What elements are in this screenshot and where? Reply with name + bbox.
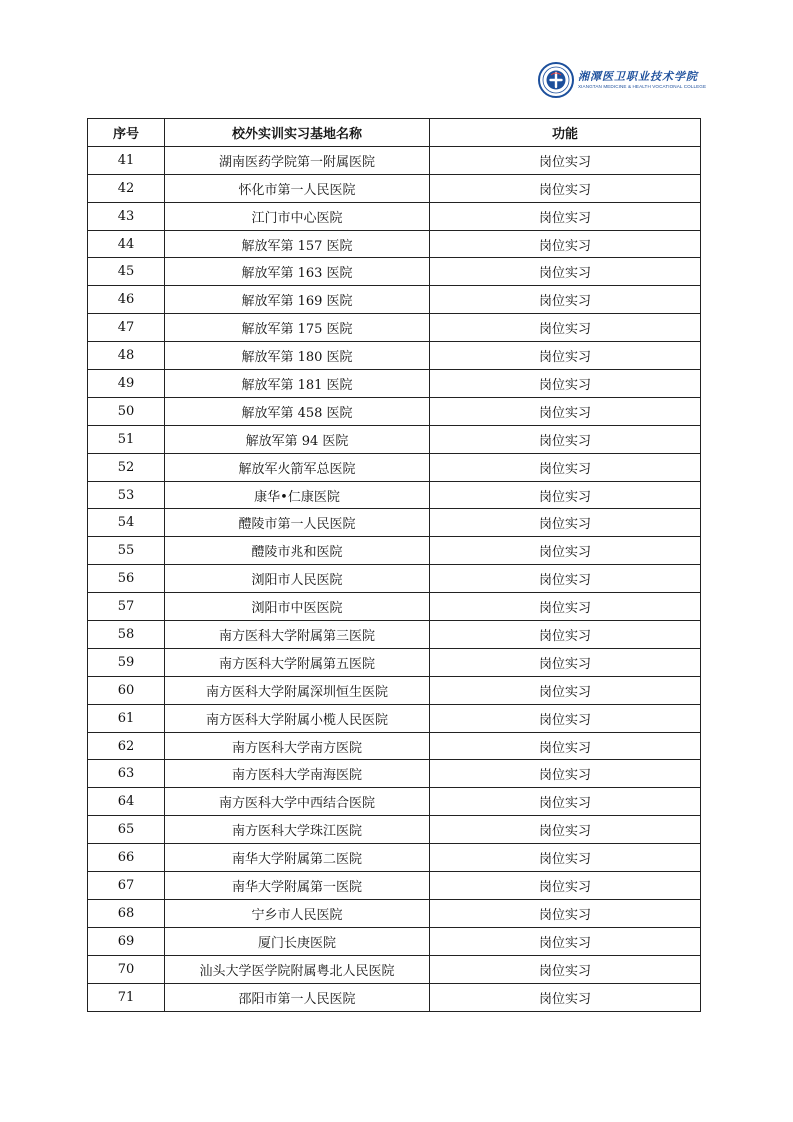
- cell-number: 71: [88, 983, 165, 1011]
- table-row: [88, 509, 701, 537]
- table-row: [88, 593, 701, 621]
- table-row: [88, 955, 701, 983]
- cell-number: 47: [88, 314, 165, 342]
- cell-function: 岗位实习: [430, 844, 701, 872]
- cell-function: 岗位实习: [430, 955, 701, 983]
- table-body: [88, 146, 701, 1011]
- cell-number: 58: [88, 621, 165, 649]
- table-row: [88, 844, 701, 872]
- cell-function: 岗位实习: [430, 258, 701, 286]
- table-row: [88, 704, 701, 732]
- cell-base-name: 怀化市第一人民医院: [165, 174, 430, 202]
- cell-base-name: 解放军火箭军总医院: [165, 453, 430, 481]
- table-row: [88, 258, 701, 286]
- table-row: [88, 872, 701, 900]
- cell-base-name: 浏阳市中医医院: [165, 593, 430, 621]
- cell-function: 岗位实习: [430, 370, 701, 398]
- cell-base-name: 南方医科大学珠江医院: [165, 816, 430, 844]
- cell-function: 岗位实习: [430, 732, 701, 760]
- table-header-row: [88, 119, 701, 147]
- cell-number: 70: [88, 955, 165, 983]
- cell-function: 岗位实习: [430, 621, 701, 649]
- table-row: [88, 314, 701, 342]
- cell-base-name: 解放军第 180 医院: [165, 342, 430, 370]
- cell-function: 岗位实习: [430, 983, 701, 1011]
- cell-base-name: 醴陵市第一人民医院: [165, 509, 430, 537]
- cell-number: 44: [88, 230, 165, 258]
- table-row: [88, 983, 701, 1011]
- cell-number: 50: [88, 397, 165, 425]
- table-row: [88, 648, 701, 676]
- cell-base-name: 解放军第 157 医院: [165, 230, 430, 258]
- college-name-cn: 湘潭医卫职业技术学院: [578, 69, 698, 83]
- cell-function: 岗位实习: [430, 676, 701, 704]
- cell-number: 63: [88, 760, 165, 788]
- cell-number: 56: [88, 565, 165, 593]
- cell-number: 69: [88, 927, 165, 955]
- cell-number: 51: [88, 425, 165, 453]
- cell-number: 46: [88, 286, 165, 314]
- cell-base-name: 南华大学附属第二医院: [165, 844, 430, 872]
- cell-number: 49: [88, 370, 165, 398]
- cell-function: 岗位实习: [430, 453, 701, 481]
- cell-function: 岗位实习: [430, 816, 701, 844]
- cell-base-name: 南华大学附属第一医院: [165, 872, 430, 900]
- cell-base-name: 解放军第 169 医院: [165, 286, 430, 314]
- table-row: [88, 425, 701, 453]
- table-row: [88, 370, 701, 398]
- cell-number: 67: [88, 872, 165, 900]
- cell-number: 59: [88, 648, 165, 676]
- cell-function: 岗位实习: [430, 146, 701, 174]
- cell-base-name: 浏阳市人民医院: [165, 565, 430, 593]
- column-header-number: 序号: [88, 119, 165, 147]
- cell-base-name: 解放军第 94 医院: [165, 425, 430, 453]
- cell-function: 岗位实习: [430, 202, 701, 230]
- cell-base-name: 解放军第 175 医院: [165, 314, 430, 342]
- cell-number: 42: [88, 174, 165, 202]
- table-row: [88, 732, 701, 760]
- cell-number: 45: [88, 258, 165, 286]
- cell-number: 68: [88, 899, 165, 927]
- table-row: [88, 453, 701, 481]
- table-row: [88, 537, 701, 565]
- cell-base-name: 醴陵市兆和医院: [165, 537, 430, 565]
- college-emblem-icon: [538, 62, 574, 98]
- cell-base-name: 南方医科大学南方医院: [165, 732, 430, 760]
- cell-number: 60: [88, 676, 165, 704]
- cell-base-name: 解放军第 163 医院: [165, 258, 430, 286]
- training-base-table: [87, 118, 701, 1012]
- cell-function: 岗位实习: [430, 481, 701, 509]
- cell-base-name: 邵阳市第一人民医院: [165, 983, 430, 1011]
- college-name-en: XIANGTAN MEDICINE & HEALTH VOCATIONAL COLLEGE: [578, 83, 707, 89]
- cell-number: 43: [88, 202, 165, 230]
- table-row: [88, 676, 701, 704]
- table-row: [88, 899, 701, 927]
- cell-function: 岗位实习: [430, 760, 701, 788]
- table-row: [88, 174, 701, 202]
- table-row: [88, 565, 701, 593]
- cell-number: 64: [88, 788, 165, 816]
- table-row: [88, 816, 701, 844]
- cell-base-name: 南方医科大学南海医院: [165, 760, 430, 788]
- table-row: [88, 397, 701, 425]
- cell-number: 61: [88, 704, 165, 732]
- table-row: [88, 230, 701, 258]
- cell-number: 41: [88, 146, 165, 174]
- cell-base-name: 宁乡市人民医院: [165, 899, 430, 927]
- cell-function: 岗位实习: [430, 314, 701, 342]
- table-row: [88, 927, 701, 955]
- cell-function: 岗位实习: [430, 342, 701, 370]
- cell-number: 54: [88, 509, 165, 537]
- cell-function: 岗位实习: [430, 593, 701, 621]
- cell-function: 岗位实习: [430, 565, 701, 593]
- cell-number: 65: [88, 816, 165, 844]
- cell-number: 52: [88, 453, 165, 481]
- cell-number: 62: [88, 732, 165, 760]
- cell-function: 岗位实习: [430, 174, 701, 202]
- cell-number: 55: [88, 537, 165, 565]
- cell-base-name: 厦门长庚医院: [165, 927, 430, 955]
- table-row: [88, 286, 701, 314]
- cell-base-name: 南方医科大学附属深圳恒生医院: [165, 676, 430, 704]
- cell-number: 48: [88, 342, 165, 370]
- cell-base-name: 南方医科大学附属小榄人民医院: [165, 704, 430, 732]
- cell-function: 岗位实习: [430, 537, 701, 565]
- table-row: [88, 146, 701, 174]
- cell-base-name: 解放军第 181 医院: [165, 370, 430, 398]
- cell-function: 岗位实习: [430, 648, 701, 676]
- cell-function: 岗位实习: [430, 286, 701, 314]
- column-header-function: 功能: [430, 119, 701, 147]
- cell-function: 岗位实习: [430, 704, 701, 732]
- table-row: [88, 760, 701, 788]
- cell-base-name: 康华•仁康医院: [165, 481, 430, 509]
- cell-base-name: 解放军第 458 医院: [165, 397, 430, 425]
- column-header-base-name: 校外实训实习基地名称: [165, 119, 430, 147]
- cell-base-name: 南方医科大学附属第五医院: [165, 648, 430, 676]
- cell-base-name: 南方医科大学附属第三医院: [165, 621, 430, 649]
- cell-base-name: 南方医科大学中西结合医院: [165, 788, 430, 816]
- cell-function: 岗位实习: [430, 872, 701, 900]
- cell-number: 66: [88, 844, 165, 872]
- cell-function: 岗位实习: [430, 230, 701, 258]
- cell-function: 岗位实习: [430, 425, 701, 453]
- table-row: [88, 202, 701, 230]
- cell-function: 岗位实习: [430, 509, 701, 537]
- cell-base-name: 湖南医药学院第一附属医院: [165, 146, 430, 174]
- cell-function: 岗位实习: [430, 927, 701, 955]
- table-row: [88, 342, 701, 370]
- cell-number: 57: [88, 593, 165, 621]
- table-row: [88, 621, 701, 649]
- college-logo: [538, 60, 707, 100]
- cell-function: 岗位实习: [430, 397, 701, 425]
- cell-function: 岗位实习: [430, 899, 701, 927]
- table-row: [88, 481, 701, 509]
- table-row: [88, 788, 701, 816]
- cell-function: 岗位实习: [430, 788, 701, 816]
- cell-number: 53: [88, 481, 165, 509]
- cell-base-name: 江门市中心医院: [165, 202, 430, 230]
- cell-base-name: 汕头大学医学院附属粤北人民医院: [165, 955, 430, 983]
